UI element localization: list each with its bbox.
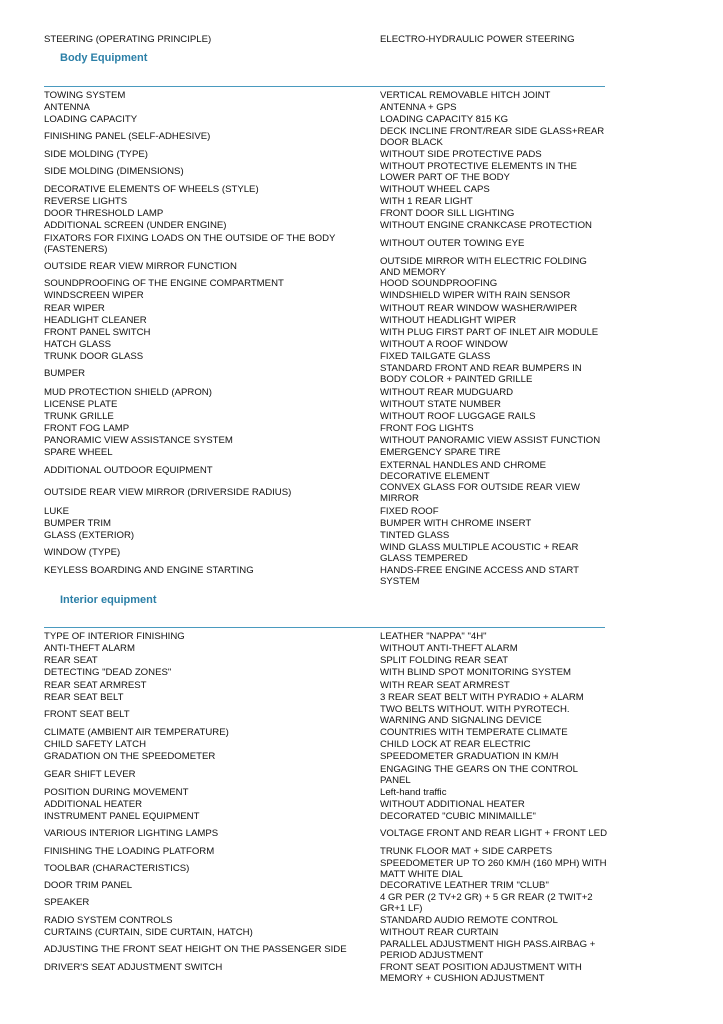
spec-value: CHILD LOCK AT REAR ELECTRIC	[380, 739, 531, 751]
spec-label: CLIMATE (AMBIENT AIR TEMPERATURE)	[44, 727, 229, 739]
spec-value: Left-hand traffic	[380, 787, 447, 799]
section-title: Interior equipment	[60, 594, 157, 606]
spec-row	[44, 916, 609, 927]
spec-row	[44, 234, 609, 256]
spec-row	[44, 962, 609, 984]
spec-row	[44, 328, 609, 339]
spec-label: TOOLBAR (CHARACTERISTICS)	[44, 863, 190, 875]
spec-label: FINISHING THE LOADING PLATFORM	[44, 846, 215, 858]
spec-label: ADJUSTING THE FRONT SEAT HEIGHT ON THE PASSENGER SIDE	[44, 944, 347, 956]
spec-value: VOLTAGE FRONT AND REAR LIGHT + FRONT LED	[380, 828, 608, 840]
spec-label: GEAR SHIFT LEVER	[44, 769, 136, 781]
spec-row	[44, 412, 609, 423]
spec-row	[44, 632, 609, 643]
spec-value: OUTSIDE MIRROR WITH ELECTRIC FOLDING AND MEMORY	[380, 256, 587, 278]
spec-value: DECORATED "CUBIC MINIMAILLE"	[380, 811, 536, 823]
spec-value: WITHOUT REAR MUDGUARD	[380, 387, 514, 399]
spec-value: WITHOUT REAR WINDOW WASHER/WIPER	[380, 303, 578, 315]
spec-row	[44, 644, 609, 655]
spec-label: FINISHING PANEL (SELF-ADHESIVE)	[44, 131, 211, 143]
spec-label: FIXATORS FOR FIXING LOADS ON THE OUTSIDE OF THE BODY (FASTENERS)	[44, 233, 336, 255]
spec-row	[44, 197, 609, 208]
spec-value: PARALLEL ADJUSTMENT HIGH PASS.AIRBAG + PERIOD ADJUSTMENT	[380, 939, 596, 961]
spec-value: WITHOUT ENGINE CRANKCASE PROTECTION	[380, 220, 592, 232]
spec-row	[44, 740, 609, 751]
spec-row	[44, 668, 609, 679]
spec-value: STANDARD FRONT AND REAR BUMPERS IN BODY COLOR + PAINTED GRILLE	[380, 363, 582, 385]
spec-row	[44, 824, 609, 846]
spec-label: LUKE	[44, 506, 70, 518]
spec-value: VERTICAL REMOVABLE HITCH JOINT	[380, 90, 551, 102]
spec-row	[44, 656, 609, 667]
spec-row	[44, 340, 609, 351]
spec-row	[44, 765, 609, 787]
spec-value: WITHOUT WHEEL CAPS	[380, 184, 490, 196]
spec-label: PANORAMIC VIEW ASSISTANCE SYSTEM	[44, 435, 233, 447]
section-divider	[44, 627, 605, 628]
spec-label: DOOR TRIM PANEL	[44, 880, 133, 892]
spec-label: FRONT SEAT BELT	[44, 709, 130, 721]
spec-label: REVERSE LIGHTS	[44, 196, 128, 208]
spec-label: TRUNK GRILLE	[44, 411, 114, 423]
spec-row	[44, 388, 609, 399]
spec-row	[44, 316, 609, 327]
spec-row	[44, 103, 609, 114]
spec-value: 4 GR PER (2 TV+2 GR) + 5 GR REAR (2 TWIT+2 GR+1 LF)	[380, 892, 593, 914]
spec-value: DECORATIVE LEATHER TRIM "CLUB"	[380, 880, 549, 892]
spec-label: DRIVER'S SEAT ADJUSTMENT SWITCH	[44, 962, 223, 974]
spec-value: WITHOUT PANORAMIC VIEW ASSIST FUNCTION	[380, 435, 601, 447]
spec-label: TOWING SYSTEM	[44, 90, 126, 102]
spec-row	[44, 279, 609, 290]
spec-value: WITH 1 REAR LIGHT	[380, 196, 473, 208]
spec-value: WITHOUT ANTI-THEFT ALARM	[380, 643, 518, 655]
spec-label: SIDE MOLDING (TYPE)	[44, 149, 148, 161]
spec-label: ADDITIONAL SCREEN (UNDER ENGINE)	[44, 220, 227, 232]
spec-label: WINDSCREEN WIPER	[44, 290, 144, 302]
spec-label: ANTENNA	[44, 102, 90, 114]
spec-value: WITHOUT A ROOF WINDOW	[380, 339, 508, 351]
spec-value: WINDSHIELD WIPER WITH RAIN SENSOR	[380, 290, 571, 302]
spec-row	[44, 400, 609, 411]
spec-label: LOADING CAPACITY	[44, 114, 138, 126]
spec-row	[44, 752, 609, 763]
spec-row	[44, 859, 609, 881]
spec-row	[44, 209, 609, 220]
spec-value: WITHOUT HEADLIGHT WIPER	[380, 315, 517, 327]
spec-row	[44, 847, 609, 858]
spec-value: FRONT DOOR SILL LIGHTING	[380, 208, 515, 220]
spec-row	[44, 565, 609, 587]
spec-label: CURTAINS (CURTAIN, SIDE CURTAIN, HATCH)	[44, 927, 253, 939]
spec-row	[44, 531, 609, 542]
spec-value: LOADING CAPACITY 815 KG	[380, 114, 509, 126]
spec-value: WIND GLASS MULTIPLE ACOUSTIC + REAR GLASS TEMPERED	[380, 542, 579, 564]
spec-label: BUMPER	[44, 368, 86, 380]
spec-row	[44, 788, 609, 799]
spec-value: SPEEDOMETER UP TO 260 KM/H (160 MPH) WITH MATT WHITE DIAL	[380, 858, 607, 880]
spec-row	[44, 127, 609, 149]
spec-label: LICENSE PLATE	[44, 399, 118, 411]
spec-label: HEADLIGHT CLEANER	[44, 315, 147, 327]
spec-value: WITHOUT REAR CURTAIN	[380, 927, 499, 939]
spec-row	[44, 162, 609, 184]
spec-value: FIXED ROOF	[380, 506, 439, 518]
spec-value: TINTED GLASS	[380, 530, 450, 542]
spec-value: TRUNK FLOOR MAT + SIDE CARPETS	[380, 846, 553, 858]
spec-value: WITHOUT ROOF LUGGAGE RAILS	[380, 411, 536, 423]
spec-row	[44, 424, 609, 435]
spec-row	[44, 483, 609, 505]
spec-row	[44, 257, 609, 279]
spec-value: WITH PLUG FIRST PART OF INLET AIR MODULE	[380, 327, 599, 339]
spec-label: DECORATIVE ELEMENTS OF WHEELS (STYLE)	[44, 184, 259, 196]
spec-row	[44, 221, 609, 232]
spec-label: TRUNK DOOR GLASS	[44, 351, 144, 363]
spec-label: WINDOW (TYPE)	[44, 547, 121, 559]
spec-row	[44, 150, 609, 161]
spec-label: BUMPER TRIM	[44, 518, 111, 530]
spec-value: CONVEX GLASS FOR OUTSIDE REAR VIEW MIRROR	[380, 482, 580, 504]
spec-row	[44, 519, 609, 530]
spec-label: REAR SEAT	[44, 655, 98, 667]
spec-label: ADDITIONAL OUTDOOR EQUIPMENT	[44, 465, 213, 477]
spec-label: GRADATION ON THE SPEEDOMETER	[44, 751, 216, 763]
spec-row	[44, 364, 609, 386]
spec-label: FRONT PANEL SWITCH	[44, 327, 151, 339]
spec-value: DECK INCLINE FRONT/REAR SIDE GLASS+REAR DOOR BLACK	[380, 126, 605, 148]
spec-label: STEERING (OPERATING PRINCIPLE)	[44, 34, 212, 46]
spec-value: ELECTRO-HYDRAULIC POWER STEERING	[380, 34, 575, 46]
spec-row	[44, 928, 609, 939]
spec-label: ADDITIONAL HEATER	[44, 799, 143, 811]
spec-row	[44, 812, 609, 823]
spec-label: DOOR THRESHOLD LAMP	[44, 208, 164, 220]
spec-row	[44, 543, 609, 565]
spec-value: COUNTRIES WITH TEMPERATE CLIMATE	[380, 727, 568, 739]
spec-value: HANDS-FREE ENGINE ACCESS AND START SYSTEM	[380, 565, 579, 587]
spec-row	[44, 436, 609, 447]
section-title: Body Equipment	[60, 52, 148, 64]
spec-label: OUTSIDE REAR VIEW MIRROR (DRIVERSIDE RADIUS)	[44, 487, 292, 499]
spec-label: MUD PROTECTION SHIELD (APRON)	[44, 387, 212, 399]
spec-label: TYPE OF INTERIOR FINISHING	[44, 631, 185, 643]
spec-row	[44, 881, 609, 892]
spec-row	[44, 91, 609, 102]
spec-row	[44, 940, 609, 962]
section-divider	[44, 86, 605, 87]
spec-row	[44, 681, 609, 692]
spec-row-steering	[44, 35, 609, 46]
spec-value: STANDARD AUDIO REMOTE CONTROL	[380, 915, 558, 927]
spec-row	[44, 448, 609, 459]
spec-value: EXTERNAL HANDLES AND CHROME DECORATIVE ELEMENT	[380, 460, 546, 482]
spec-value: WITH REAR SEAT ARMREST	[380, 680, 510, 692]
spec-value: WITH BLIND SPOT MONITORING SYSTEM	[380, 667, 572, 679]
spec-value: ENGAGING THE GEARS ON THE CONTROL PANEL	[380, 764, 578, 786]
spec-row	[44, 728, 609, 739]
spec-label: VARIOUS INTERIOR LIGHTING LAMPS	[44, 828, 219, 840]
spec-value: FIXED TAILGATE GLASS	[380, 351, 491, 363]
spec-value: WITHOUT PROTECTIVE ELEMENTS IN THE LOWER PART OF THE BODY	[380, 161, 577, 183]
spec-label: SOUNDPROOFING OF THE ENGINE COMPARTMENT	[44, 278, 284, 290]
spec-value: HOOD SOUNDPROOFING	[380, 278, 498, 290]
spec-value: WITHOUT ADDITIONAL HEATER	[380, 799, 525, 811]
spec-label: REAR WIPER	[44, 303, 105, 315]
spec-row	[44, 461, 609, 483]
spec-value: ANTENNA + GPS	[380, 102, 457, 114]
spec-label: GLASS (EXTERIOR)	[44, 530, 135, 542]
spec-label: SIDE MOLDING (DIMENSIONS)	[44, 166, 184, 178]
spec-value: TWO BELTS WITHOUT. WITH PYROTECH. WARNING AND SIGNALING DEVICE	[380, 704, 570, 726]
spec-row	[44, 800, 609, 811]
spec-value: FRONT FOG LIGHTS	[380, 423, 474, 435]
spec-label: POSITION DURING MOVEMENT	[44, 787, 189, 799]
spec-label: ANTI-THEFT ALARM	[44, 643, 135, 655]
spec-label: CHILD SAFETY LATCH	[44, 739, 146, 751]
spec-value: LEATHER "NAPPA" "4H"	[380, 631, 487, 643]
spec-row	[44, 693, 609, 704]
spec-row	[44, 291, 609, 302]
spec-label: DETECTING "DEAD ZONES"	[44, 667, 172, 679]
spec-value: BUMPER WITH CHROME INSERT	[380, 518, 532, 530]
spec-row	[44, 304, 609, 315]
spec-label: HATCH GLASS	[44, 339, 111, 351]
spec-value: WITHOUT OUTER TOWING EYE	[380, 238, 525, 250]
spec-label: FRONT FOG LAMP	[44, 423, 130, 435]
spec-value: SPEEDOMETER GRADUATION IN KM/H	[380, 751, 559, 763]
spec-row	[44, 115, 609, 126]
spec-row	[44, 185, 609, 196]
spec-value: SPLIT FOLDING REAR SEAT	[380, 655, 509, 667]
spec-row	[44, 893, 609, 915]
spec-row	[44, 507, 609, 518]
spec-value: WITHOUT STATE NUMBER	[380, 399, 501, 411]
spec-value: FRONT SEAT POSITION ADJUSTMENT WITH MEMORY + CUSHION ADJUSTMENT	[380, 962, 582, 984]
spec-value: EMERGENCY SPARE TIRE	[380, 447, 501, 459]
spec-label: INSTRUMENT PANEL EQUIPMENT	[44, 811, 200, 823]
spec-value: WITHOUT SIDE PROTECTIVE PADS	[380, 149, 542, 161]
spec-row	[44, 705, 609, 727]
spec-label: KEYLESS BOARDING AND ENGINE STARTING	[44, 565, 254, 577]
spec-label: SPEAKER	[44, 897, 90, 909]
spec-label: OUTSIDE REAR VIEW MIRROR FUNCTION	[44, 261, 237, 273]
spec-label: RADIO SYSTEM CONTROLS	[44, 915, 173, 927]
spec-label: SPARE WHEEL	[44, 447, 113, 459]
spec-value: 3 REAR SEAT BELT WITH PYRADIO + ALARM	[380, 692, 584, 704]
spec-label: REAR SEAT BELT	[44, 692, 124, 704]
spec-label: REAR SEAT ARMREST	[44, 680, 147, 692]
spec-row	[44, 352, 609, 363]
